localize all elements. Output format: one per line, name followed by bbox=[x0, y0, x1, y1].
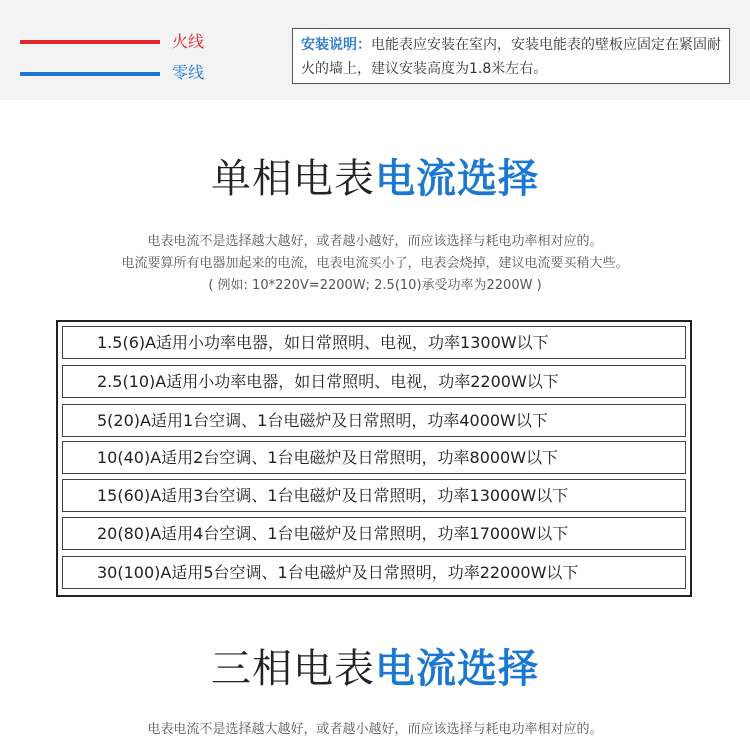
spec-row: 2.5(10)A适用小功率电器，如日常照明、电视，功率2200W以下 bbox=[62, 365, 686, 398]
three-phase-title bbox=[0, 645, 750, 693]
spec-row: 15(60)A适用3台空调、1台电磁炉及日常照明，功率13000W以下 bbox=[62, 479, 686, 512]
desc-line: 电流要算所有电器加起来的电流，电表电流买小了，电表会烧掉，建议电流要买稍大些。 bbox=[121, 256, 629, 271]
spec-row: 10(40)A适用2台空调、1台电磁炉及日常照明，功率8000W以下 bbox=[62, 441, 686, 474]
spec-row: 30(100)A适用5台空调、1台电磁炉及日常照明，功率22000W以下 bbox=[62, 556, 686, 589]
desc-line: ( 例如: 10*220V=2200W; 2.5(10)承受功率为2200W ) bbox=[208, 278, 542, 293]
single-phase-title bbox=[0, 155, 750, 203]
neutral-wire-label: 零线 bbox=[172, 63, 205, 82]
spec-row: 20(80)A适用4台空调、1台电磁炉及日常照明，功率17000W以下 bbox=[62, 517, 686, 550]
single-phase-description bbox=[0, 231, 750, 297]
single-phase-spec-table bbox=[56, 320, 692, 597]
three-phase-title-accent: 电流选择 bbox=[375, 646, 539, 692]
desc-line: 电表电流不是选择越大越好，或者越小越好，而应该选择与耗电功率相对应的。 bbox=[147, 722, 603, 737]
install-note-text: 电能表应安装在室内，安装电能表的壁板应固定在紧固耐火的墙上，建议安装高度为1.8米左右。 bbox=[301, 37, 721, 77]
desc-line: 电表电流不是选择越大越好，或者越小越好，而应该选择与耗电功率相对应的。 bbox=[147, 234, 603, 249]
single-phase-title-accent: 电流选择 bbox=[375, 156, 539, 202]
install-note-box bbox=[292, 28, 730, 84]
spec-row: 1.5(6)A适用小功率电器，如日常照明、电视，功率1300W以下 bbox=[62, 326, 686, 359]
live-wire-line bbox=[20, 40, 160, 44]
three-phase-title-plain: 三相电表 bbox=[211, 646, 375, 692]
spec-row: 5(20)A适用1台空调、1台电磁炉及日常照明，功率4000W以下 bbox=[62, 404, 686, 437]
neutral-wire-line bbox=[20, 72, 160, 76]
live-wire-label: 火线 bbox=[172, 32, 205, 51]
single-phase-title-plain: 单相电表 bbox=[211, 156, 375, 202]
install-note-label: 安装说明： bbox=[301, 37, 371, 53]
